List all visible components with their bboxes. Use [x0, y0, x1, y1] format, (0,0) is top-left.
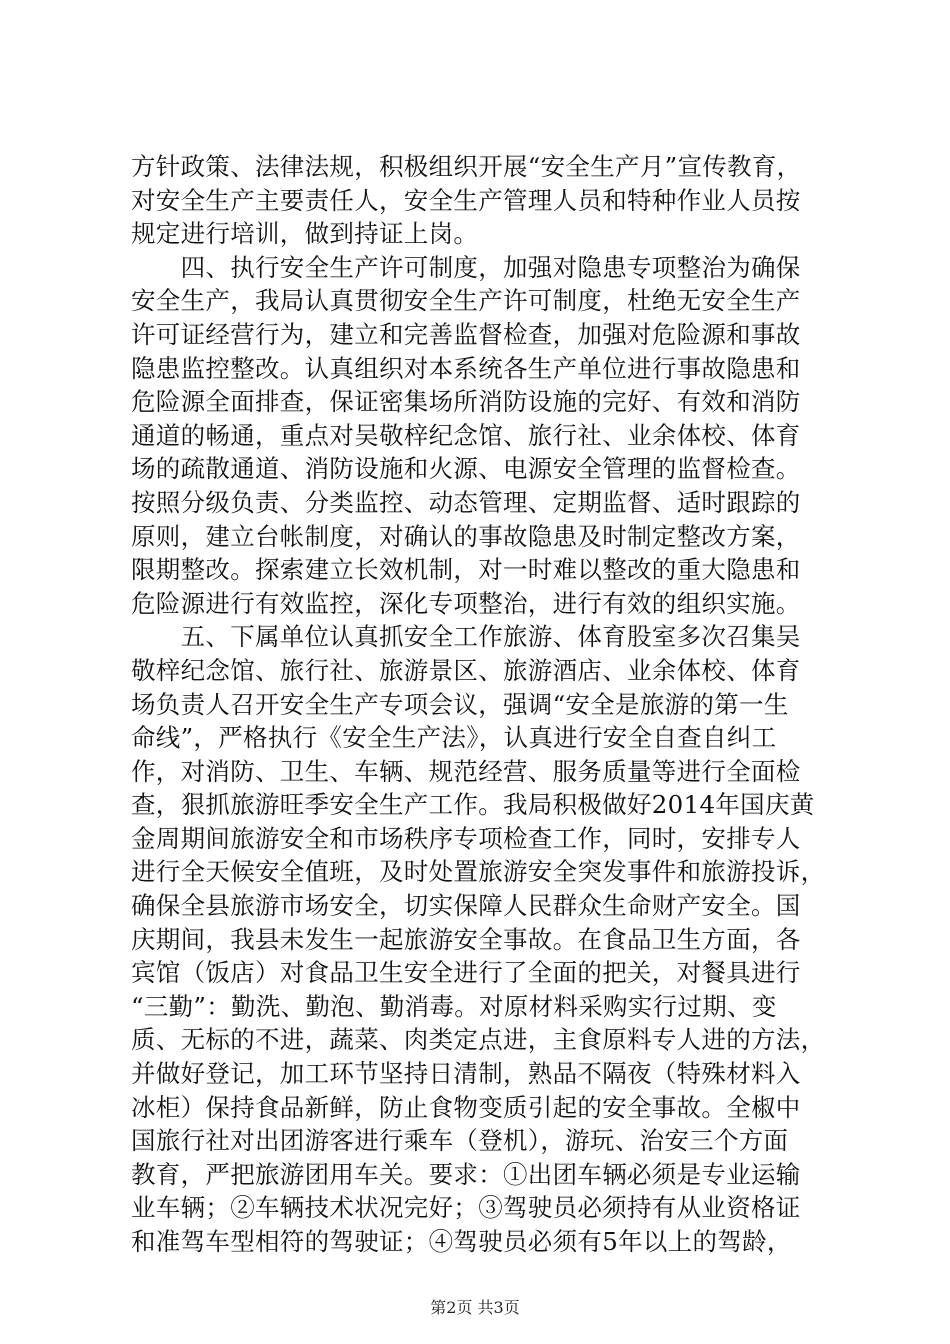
text-line: 进行全天候安全值班，及时处置旅游安全突发事件和旅游投诉， — [131, 857, 826, 887]
text-line: 危险源进行有效监控，深化专项整治，进行有效的组织实施。 — [131, 588, 801, 618]
text-line: 危险源全面排查，保证密集场所消防设施的完好、有效和消防 — [131, 387, 801, 417]
text-line: 确保全县旅游市场安全，切实保障人民群众生命财产安全。国 — [131, 891, 801, 921]
text-line: 质、无标的不进，蔬菜、肉类定点进，主食原料专人进的方法， — [131, 1025, 826, 1055]
text-line: 和准驾车型相符的驾驶证；④驾驶员必须有5年以上的驾龄， — [131, 1227, 792, 1256]
text-line: 国旅行社对出团游客进行乘车（登机），游玩、治安三个方面 — [131, 1126, 789, 1156]
text-line: 宾馆（饭店）对食品卫生安全进行了全面的把关，对餐具进行 — [131, 958, 801, 988]
text-line: 方针政策、法律法规，积极组织开展“安全生产月”宣传教育， — [131, 152, 802, 181]
text-line: 五、下属单位认真抓安全工作旅游、体育股室多次召集吴 — [131, 622, 801, 652]
text-line: 庆期间，我县未发生一起旅游安全事故。在食品卫生方面，各 — [131, 924, 801, 954]
text-line: 场负责人召开安全生产专项会议，强调“安全是旅游的第一生 — [131, 689, 789, 719]
text-line: 隐患监控整改。认真组织对本系统各生产单位进行事故隐患和 — [131, 353, 801, 383]
text-line: “三勤”：勤洗、勤泡、勤消毒。对原材料采购实行过期、变 — [131, 991, 777, 1021]
page-number-footer: 第2页 共3页 — [430, 1298, 520, 1317]
text-line: 敬梓纪念馆、旅行社、旅游景区、旅游酒店、业余体校、体育 — [131, 655, 801, 685]
text-line: 业车辆；②车辆技术状况完好；③驾驶员必须持有从业资格证 — [131, 1193, 801, 1223]
text-line: 冰柜）保持食品新鲜，防止食物变质引起的安全事故。全椒中 — [131, 1092, 801, 1122]
text-line: 原则，建立台帐制度，对确认的事故隐患及时制定整改方案， — [131, 521, 801, 551]
text-line: 作，对消防、卫生、车辆、规范经营、服务质量等进行全面检 — [131, 756, 801, 786]
text-line: 命线”，严格执行《安全生产法》，认真进行安全自查自纠工 — [131, 723, 777, 753]
text-line: 对安全生产主要责任人，安全生产管理人员和特种作业人员按 — [131, 185, 801, 215]
text-line: 并做好登记，加工环节坚持日清制，熟品不隔夜（特殊材料入 — [131, 1059, 801, 1089]
text-line: 安全生产，我局认真贯彻安全生产许可制度，杜绝无安全生产 — [131, 286, 801, 316]
text-line: 教育，严把旅游团用车关。要求：①出团车辆必须是专业运输 — [131, 1159, 801, 1189]
text-line: 查，狠抓旅游旺季安全生产工作。我局积极做好2014年国庆黄 — [131, 790, 815, 820]
text-line: 按照分级负责、分类监控、动态管理、定期监督、适时跟踪的 — [131, 487, 801, 517]
text-line: 四、执行安全生产许可制度，加强对隐患专项整治为确保 — [131, 252, 801, 282]
text-line: 通道的畅通，重点对吴敬梓纪念馆、旅行社、业余体校、体育 — [131, 420, 801, 450]
text-line: 金周期间旅游安全和市场秩序专项检查工作，同时，安排专人 — [131, 823, 801, 853]
text-line: 规定进行培训，做到持证上岗。 — [131, 219, 479, 249]
document-body — [131, 150, 831, 1259]
text-line: 许可证经营行为，建立和完善监督检查，加强对危险源和事故 — [131, 319, 801, 349]
text-line: 限期整改。探索建立长效机制，对一时难以整改的重大隐患和 — [131, 555, 801, 585]
text-line: 场的疏散通道、消防设施和火源、电源安全管理的监督检查。 — [131, 454, 801, 484]
